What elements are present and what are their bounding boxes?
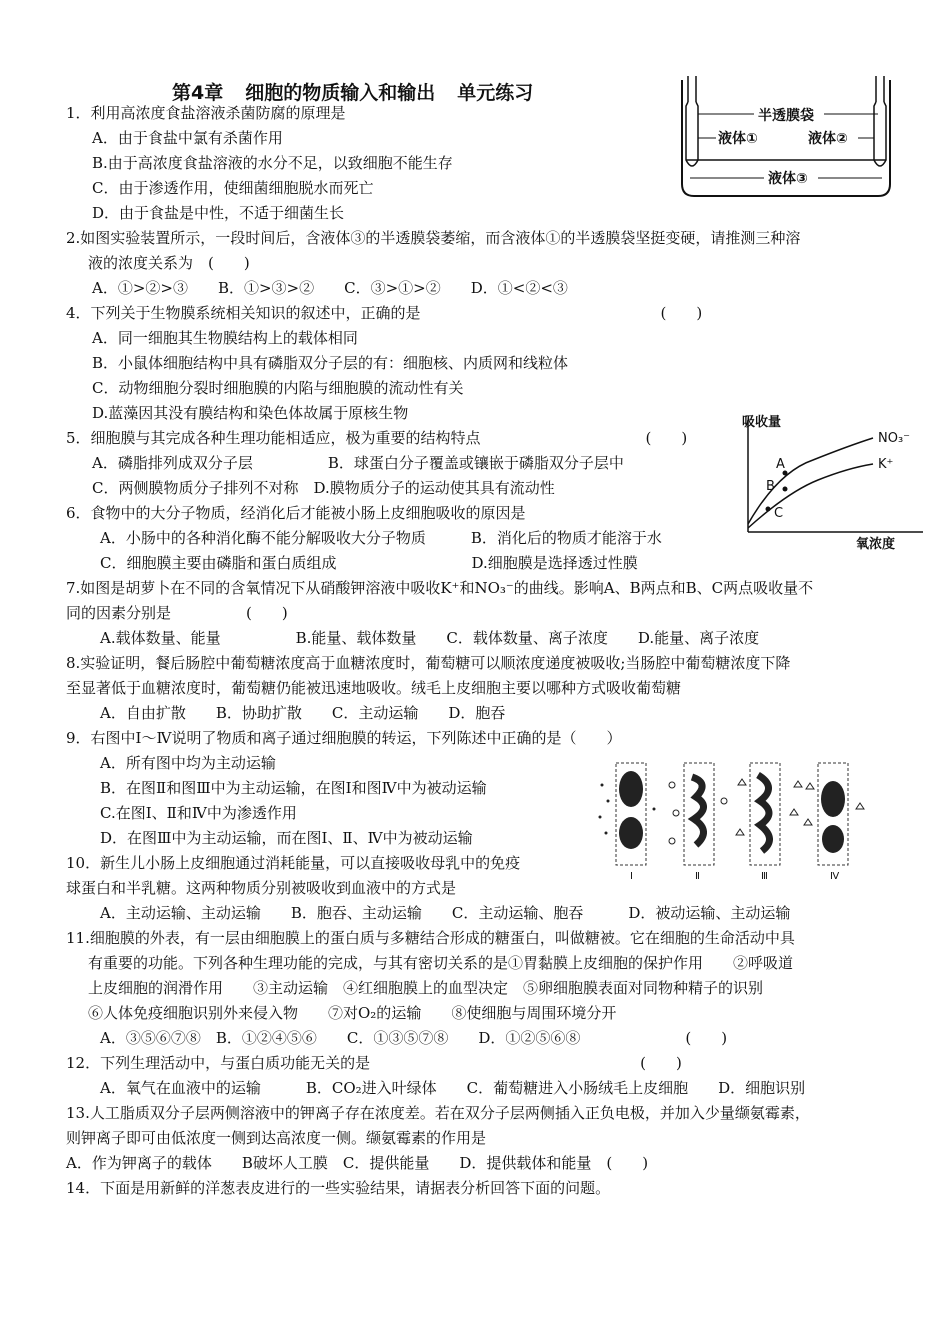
q8-stem-cont: 至显著低于血糖浓度时，葡萄糖仍能被迅速地吸收。绒毛上皮细胞主要以哪种方式吸收葡萄糖: [66, 679, 682, 697]
q13-stem-cont: 则钾离子即可由低浓度一侧到达高浓度一侧。缬氨霉素的作用是: [66, 1129, 487, 1147]
q7-options: A.载体数量、能量 B.能量、载体数量 C．载体数量、离子浓度 D.能量、离子浓度: [100, 629, 760, 647]
q4-stem: 4．下列关于生物膜系统相关知识的叙述中，正确的是 ( ): [66, 304, 703, 322]
q1-stem: 1．利用高浓度食盐溶液杀菌防腐的原理是: [66, 104, 346, 122]
q8-stem: 8.实验证明，餐后肠腔中葡萄糖浓度高于血糖浓度时，葡萄糖可以顺浓度递度被吸收;当肠腔中葡萄糖浓度下降: [66, 654, 791, 672]
q1-option-a: A．由于食盐中氯有杀菌作用: [92, 129, 283, 147]
q4-option-c: C．动物细胞分裂时细胞膜的内陷与细胞膜的流动性有关: [92, 379, 464, 397]
q2-options: A．①>②>③ B．①>③>② C．③>①>② D．①<②<③: [92, 279, 568, 297]
nitrate-series-label: NO₃⁻: [878, 431, 911, 446]
q11-options: A．③⑤⑥⑦⑧ B．①②④⑤⑥ C．①③⑤⑦⑧ D．①②⑤⑥⑧ ( ): [100, 1029, 728, 1047]
point-a-label: A: [776, 457, 785, 472]
q10-options: A．主动运输、主动运输 B．胞吞、主动运输 C．主动运输、胞吞 D．被动运输、主动运输: [100, 904, 791, 922]
q8-options: A．自由扩散 B．协助扩散 C．主动运输 D．胞吞: [100, 704, 506, 722]
q7-stem: 7.如图是胡萝卜在不同的含氧情况下从硝酸钾溶液中吸收K⁺和NO₃⁻的曲线。影响A、B两点和B、C两点吸收量不: [66, 579, 814, 597]
label-liquid-3: 液体③: [768, 171, 808, 187]
chapter-label: 第4章: [172, 82, 224, 104]
panel-4-label: Ⅳ: [830, 871, 840, 882]
panel-3-label: Ⅲ: [761, 871, 768, 882]
q6-options-ab: A．小肠中的各种消化酶不能分解吸收大分子物质 B．消化后的物质才能溶于水: [100, 529, 662, 547]
panel-2-label: Ⅱ: [695, 871, 700, 882]
q10-stem-cont: 球蛋白和半乳糖。这两种物质分别被吸收到血液中的方式是: [66, 879, 457, 897]
q9-option-b: B．在图Ⅱ和图Ⅲ中为主动运输，在图Ⅰ和图Ⅳ中为被动运输: [100, 779, 487, 797]
q4-option-b: B．小鼠体细胞结构中具有磷脂双分子层的有：细胞核、内质网和线粒体: [92, 354, 569, 372]
q2-stem-cont: 液的浓度关系为 ( ): [88, 254, 250, 272]
panel-1: [599, 763, 656, 882]
q13-stem: 13.人工脂质双分子层两侧溶液中的钾离子存在浓度差。若在双分子层两侧插入正负电极，并加入少量缬氨霉素，: [66, 1104, 810, 1122]
ion-uptake-figure: [738, 412, 938, 552]
q11-stem-3: 上皮细胞的润滑作用 ③主动运输 ④红细胞膜上的血型决定 ⑤卵细胞膜表面对同物种精子的识别: [88, 979, 764, 997]
label-liquid-2: 液体②: [808, 131, 848, 147]
q5-stem: 5．细胞膜与其完成各种生理功能相适应，极为重要的结构特点 ( ): [66, 429, 688, 447]
point-b-label: B: [766, 479, 775, 494]
q9-option-c: C.在图Ⅰ、Ⅱ和Ⅳ中为渗透作用: [100, 804, 297, 822]
q13-options: A．作为钾离子的载体 B破坏人工膜 C．提供能量 D．提供载体和能量 ( ): [66, 1154, 649, 1172]
panel-1-label: Ⅰ: [630, 871, 633, 882]
q9-stem: 9．右图中Ⅰ～Ⅳ说明了物质和离子通过细胞膜的转运，下列陈述中正确的是（ ）: [66, 729, 622, 747]
q1-option-d: D．由于食盐是中性，不适于细菌生长: [92, 204, 345, 222]
point-c-label: C: [774, 506, 784, 521]
uptake-x-label: 氧浓度: [856, 537, 896, 552]
membrane-transport-figure: [592, 755, 870, 883]
q14-stem: 14．下面是用新鲜的洋葱表皮进行的一些实验结果，请据表分析回答下面的问题。: [66, 1179, 611, 1197]
q5-options-ab: A．磷脂排列成双分子层 B．球蛋白分子覆盖或镶嵌于磷脂双分子层中: [92, 454, 624, 472]
q9-option-a: A．所有图中均为主动运输: [100, 754, 276, 772]
unit-label: 单元练习: [457, 82, 534, 104]
q12-options: A．氧气在血液中的运输 B．CO₂进入叶绿体 C．葡萄糖进入小肠绒毛上皮细胞 D．细胞识别: [100, 1079, 806, 1097]
q1-option-c: C．由于渗透作用，使细菌细胞脱水而死亡: [92, 179, 374, 197]
uptake-y-label: 吸收量: [742, 415, 782, 430]
q9-option-d: D．在图Ⅲ中为主动运输，而在图Ⅰ、Ⅱ、Ⅳ中为被动运输: [100, 829, 473, 847]
osmosis-apparatus-figure: [668, 72, 908, 202]
panel-2: [669, 763, 727, 882]
chapter-topic: 细胞的物质输入和输出: [245, 82, 436, 104]
q11-stem: 11.细胞膜的外表，有一层由细胞膜上的蛋白质与多糖结合形成的糖蛋白，叫做糖被。它在细胞的生命活动中具: [66, 929, 795, 947]
q2-stem: 2.如图实验装置所示，一段时间后，含液体③的半透膜袋萎缩，而含液体①的半透膜袋坚挺变硬，请推测三种溶: [66, 229, 801, 247]
panel-4: [804, 763, 864, 882]
q11-stem-2: 有重要的功能。下列各种生理功能的完成，与其有密切关系的是①胃黏膜上皮细胞的保护作用 ②呼吸道: [88, 954, 794, 972]
q12-stem: 12．下列生理活动中，与蛋白质功能无关的是 ( ): [66, 1054, 682, 1072]
q6-options-cd: C．细胞膜主要由磷脂和蛋白质组成 D.细胞膜是选择透过性膜: [100, 554, 638, 572]
q6-stem: 6．食物中的大分子物质，经消化后才能被小肠上皮细胞吸收的原因是: [66, 504, 526, 522]
q5-options-cd: C．两侧膜物质分子排列不对称 D.膜物质分子的运动使其具有流动性: [92, 479, 555, 497]
q4-option-d: D.蓝藻因其没有膜结构和染色体故属于原核生物: [92, 404, 409, 422]
page-title: [172, 78, 555, 105]
potassium-series-label: K⁺: [878, 457, 894, 472]
label-bag: 半透膜袋: [758, 108, 814, 124]
label-liquid-1: 液体①: [718, 131, 758, 147]
q10-stem: 10．新生儿小肠上皮细胞通过消耗能量，可以直接吸收母乳中的免疫: [66, 854, 521, 872]
q7-stem-cont: 同的因素分别是 ( ): [66, 604, 288, 622]
q11-stem-4: ⑥人体免疫细胞识别外来侵入物 ⑦对O₂的运输 ⑧使细胞与周围环境分开: [88, 1004, 617, 1022]
q4-option-a: A．同一细胞其生物膜结构上的载体相同: [92, 329, 358, 347]
q1-option-b: B.由于高浓度食盐溶液的水分不足，以致细胞不能生存: [92, 154, 453, 172]
panel-3: [736, 763, 802, 882]
